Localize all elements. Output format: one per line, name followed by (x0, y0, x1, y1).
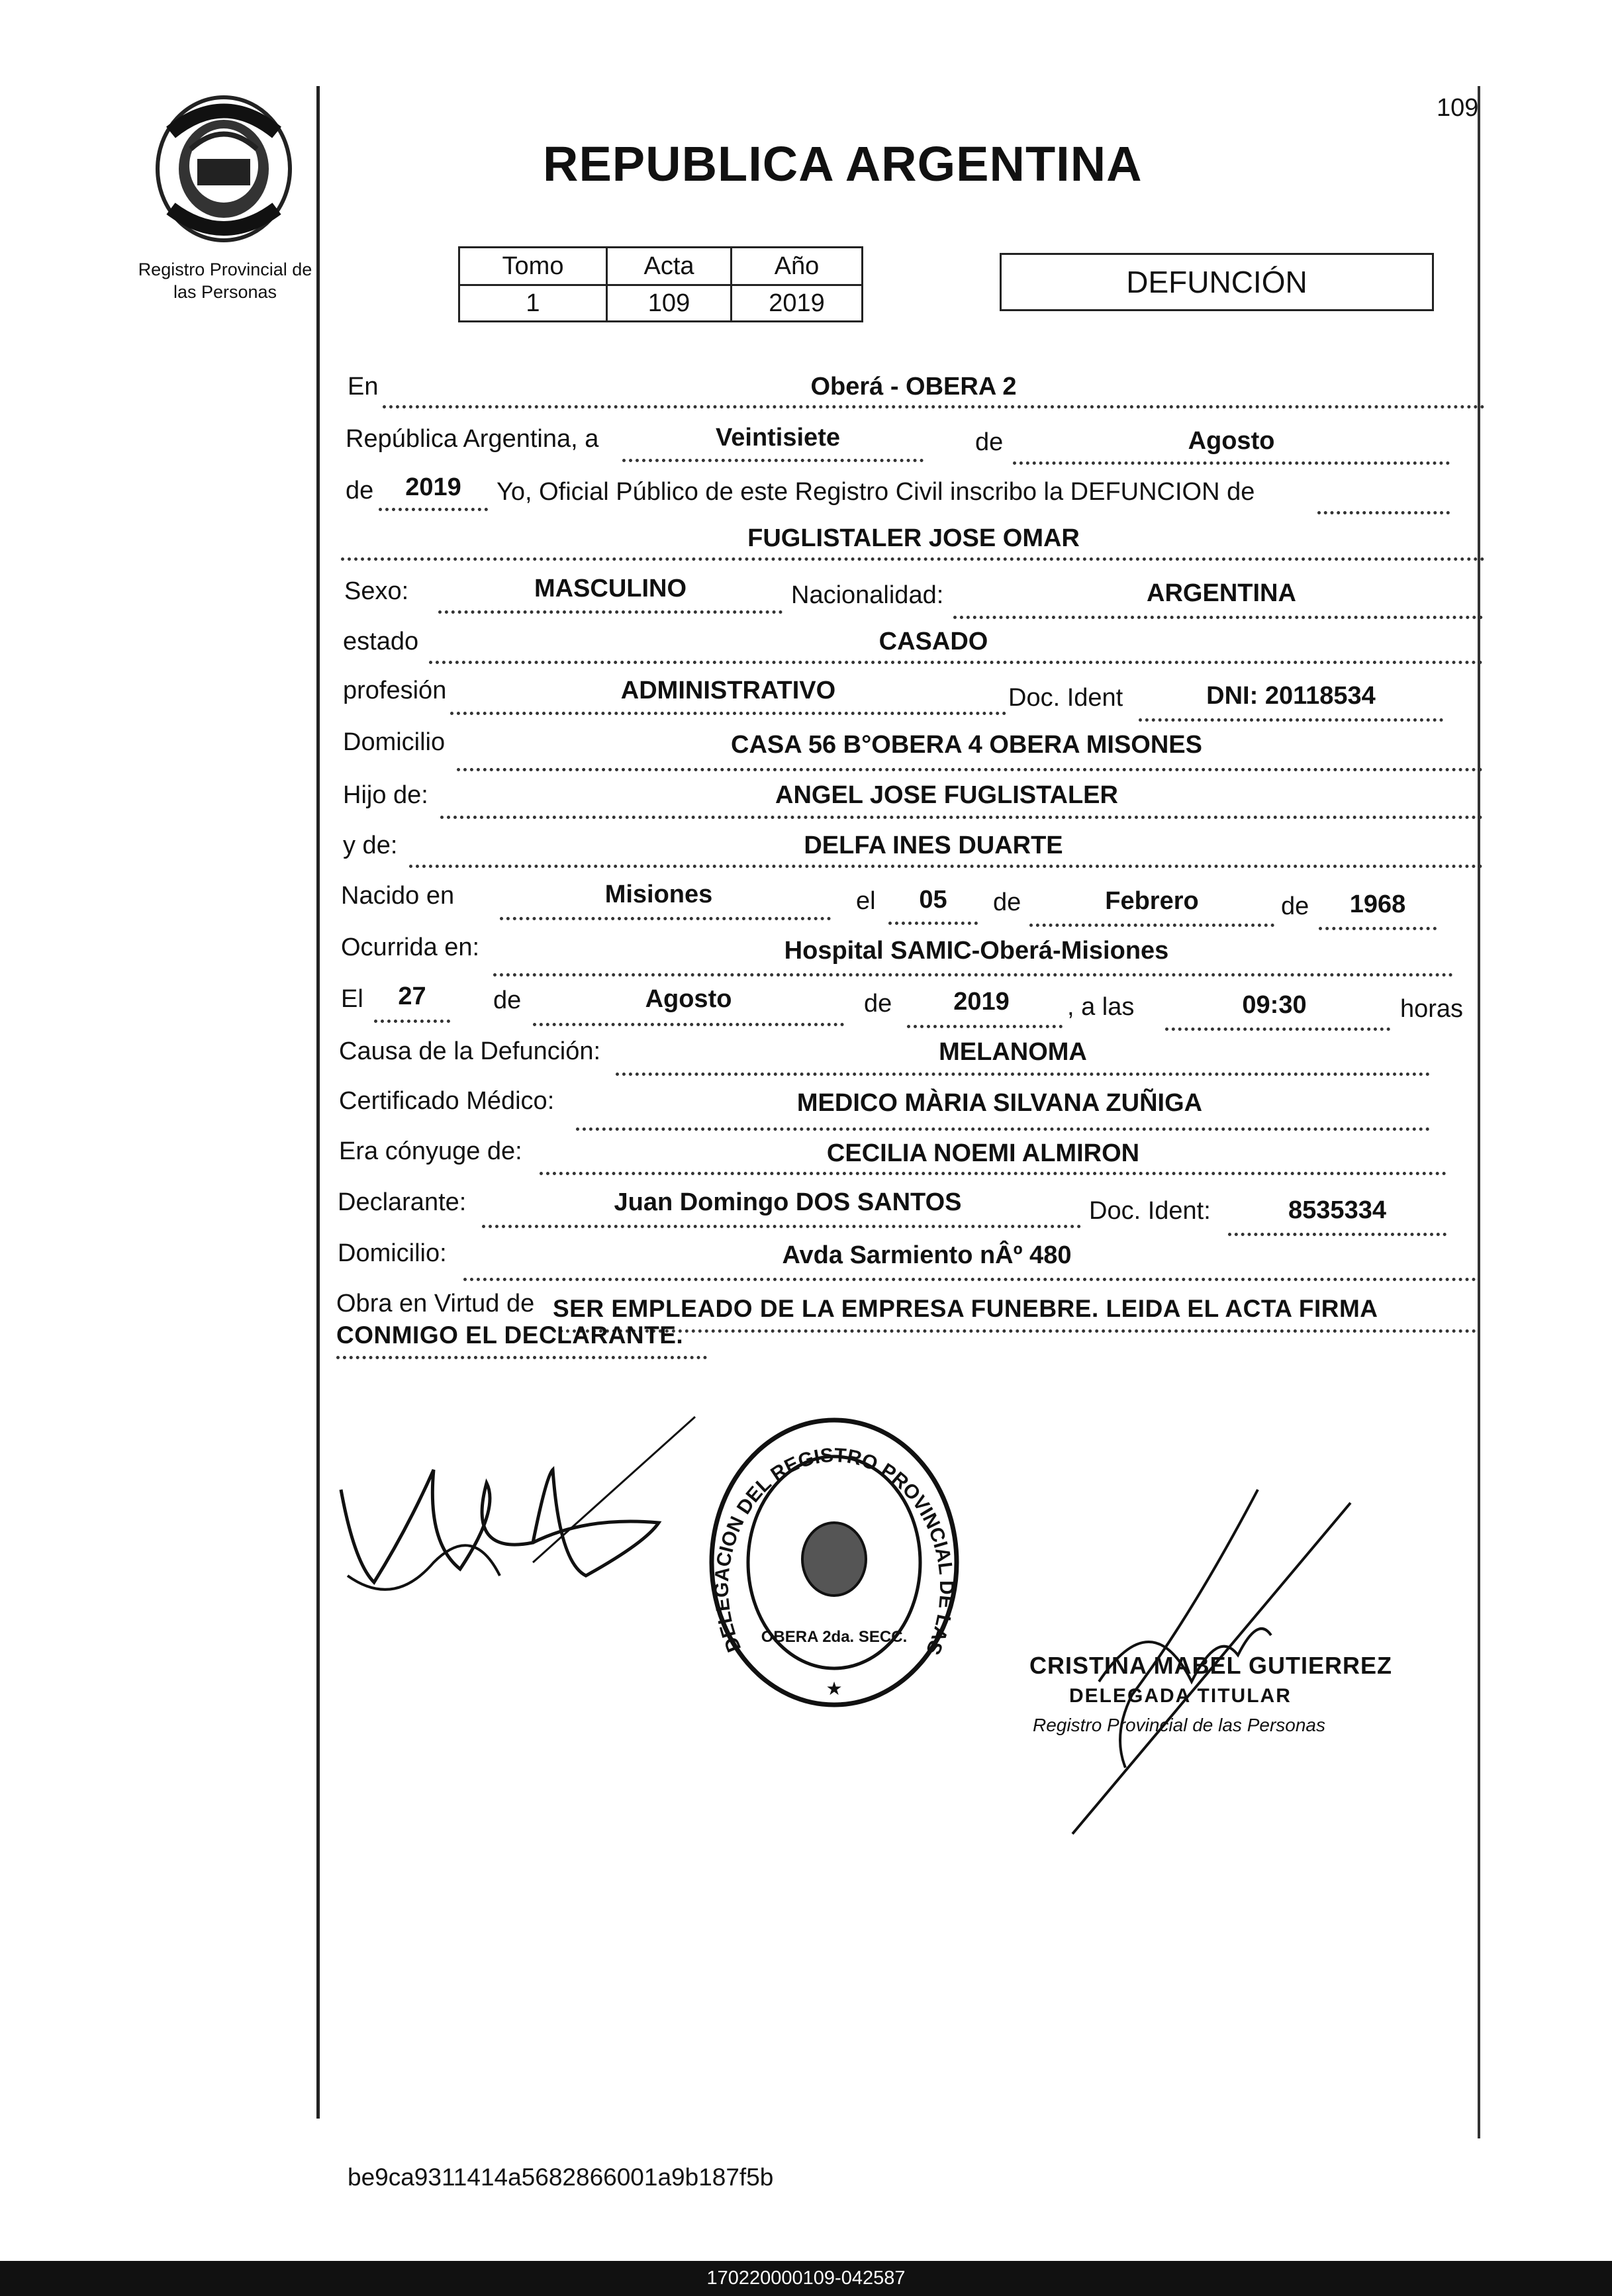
birth-month-de-label: de (993, 888, 1021, 916)
declarante-line (482, 1225, 1081, 1228)
declarant-signature (334, 1410, 705, 1622)
causa-label: Causa de la Defunción: (339, 1037, 601, 1065)
death-year-value: 2019 (953, 988, 1010, 1016)
hijo-label: Hijo de: (343, 781, 428, 809)
obra-label: Obra en Virtud de (336, 1290, 535, 1317)
year-value: 2019 (405, 473, 461, 501)
death-year-de-label: de (864, 990, 892, 1018)
doc-value: DNI: 20118534 (1206, 682, 1376, 710)
province-seal-logo (151, 93, 297, 245)
death-month-value: Agosto (645, 985, 732, 1013)
ocurrida-line (493, 973, 1453, 977)
domicilio2-value: Avda Sarmiento nÂº 480 (782, 1241, 1072, 1269)
nacido-value: Misiones (604, 881, 713, 908)
doc-label: Doc. Ident (1008, 684, 1123, 712)
obra-value-line1: SER EMPLEADO DE LA EMPRESA FUNEBRE. LEIDA EL ACTA FIRMA (553, 1295, 1378, 1322)
hijo-line (440, 816, 1483, 819)
profesion-line (450, 712, 1006, 715)
declarante-value: Juan Domingo DOS SANTOS (614, 1188, 962, 1216)
day-line (622, 459, 924, 462)
death-el-label: El (341, 985, 363, 1013)
death-month-line (533, 1023, 844, 1026)
yde-value: DELFA INES DUARTE (804, 832, 1063, 859)
death-time-line (1165, 1028, 1390, 1031)
declarante-label: Declarante: (338, 1188, 467, 1216)
estado-line (429, 661, 1483, 664)
registry-delegation-stamp (702, 1410, 967, 1715)
record-meta-table (458, 246, 863, 322)
profesion-label: profesión (343, 677, 447, 704)
name-line (341, 557, 1485, 561)
page-number: 109 (1437, 94, 1479, 122)
conyuge-line (540, 1172, 1446, 1175)
death-day-value: 27 (398, 982, 426, 1010)
month-line (1013, 461, 1450, 465)
alas-label: , a las (1067, 993, 1135, 1021)
acta-value: 109 (607, 285, 732, 322)
declarante-doc-value: 8535334 (1288, 1196, 1386, 1224)
inscribe-text: Yo, Oficial Público de este Registro Civil inscribo la DEFUNCION de (497, 478, 1255, 506)
birth-month-value: Febrero (1105, 887, 1199, 915)
certificado-label: Certificado Médico: (339, 1087, 555, 1115)
day-value: Veintisiete (716, 424, 840, 452)
death-day-line (374, 1020, 450, 1023)
nacionalidad-value: ARGENTINA (1147, 579, 1296, 607)
obra-line2 (336, 1356, 707, 1359)
official-title: DELEGADA TITULAR (1069, 1685, 1292, 1707)
official-org: Registro Provincial de las Personas (1033, 1715, 1325, 1735)
republica-label: República Argentina, a (346, 425, 599, 453)
birth-year-de-label: de (1281, 892, 1309, 920)
birth-day-value: 05 (919, 886, 947, 914)
profesion-value: ADMINISTRATIVO (620, 677, 836, 704)
conyuge-value: CECILIA NOEMI ALMIRON (826, 1139, 1140, 1167)
yde-line (409, 865, 1483, 868)
birth-el-label: el (856, 887, 876, 915)
nacido-line (500, 917, 831, 920)
anio-value: 2019 (732, 285, 863, 322)
obra-value-line2: CONMIGO EL DECLARANTE. (336, 1321, 684, 1349)
estado-value: CASADO (878, 628, 988, 655)
sexo-label: Sexo: (344, 577, 409, 605)
domicilio2-label: Domicilio: (338, 1239, 447, 1267)
en-line (383, 405, 1485, 408)
yde-label: y de: (343, 832, 398, 859)
obra-line1 (553, 1329, 1476, 1333)
tomo-value: 1 (459, 285, 607, 322)
record-type-box: DEFUNCIÓN (1000, 253, 1434, 311)
en-value: Oberá - OBERA 2 (810, 373, 1017, 401)
estado-label: estado (343, 628, 419, 655)
acta-header: Acta (607, 248, 732, 285)
official-name: CRISTINA MABEL GUTIERREZ (1029, 1652, 1393, 1679)
ocurrida-value: Hospital SAMIC-Oberá-Misiones (784, 937, 1169, 965)
month-de-label: de (975, 428, 1004, 456)
causa-line (616, 1073, 1430, 1076)
nacionalidad-line (953, 616, 1483, 619)
year-line (379, 508, 488, 511)
barcode-id-bar: 170220000109-042587 (0, 2261, 1612, 2296)
ocurrida-label: Ocurrida en: (341, 933, 480, 961)
left-margin-rule (316, 86, 320, 2119)
death-year-line (907, 1025, 1063, 1028)
en-label: En (348, 373, 379, 401)
stamp-star-icon: ★ (826, 1678, 843, 1699)
registry-label-line2: las Personas (173, 282, 277, 302)
death-month-de-label: de (493, 986, 522, 1014)
causa-value: MELANOMA (939, 1038, 1087, 1066)
stamp-text: DELEGACION DEL REGISTRO PROVINCIAL DE LAS (710, 1444, 958, 1658)
registry-label-line1: Registro Provincial de (138, 260, 312, 279)
stamp-subtext: OBERA 2da. SECC. (761, 1628, 908, 1646)
death-time-value: 09:30 (1242, 991, 1307, 1019)
right-margin-rule (1478, 86, 1480, 2138)
birth-year-line (1319, 927, 1437, 930)
birth-day-line (888, 922, 978, 925)
sexo-value: MASCULINO (534, 575, 687, 602)
domicilio-line (457, 768, 1483, 771)
inscribe-line (1317, 511, 1450, 514)
certificado-line (576, 1127, 1430, 1131)
deceased-name: FUGLISTALER JOSE OMAR (747, 524, 1080, 552)
registry-label (126, 258, 324, 303)
doc-line (1139, 718, 1443, 722)
domicilio-value: CASA 56 B°OBERA 4 OBERA MISONES (731, 731, 1202, 759)
domicilio2-line (463, 1278, 1476, 1281)
conyuge-label: Era cónyuge de: (339, 1137, 522, 1165)
declarante-doc-label: Doc. Ident: (1089, 1197, 1211, 1225)
year-de-label: de (346, 477, 374, 504)
declarante-doc-line (1228, 1233, 1446, 1236)
document-hash: be9ca9311414a5682866001a9b187f5b (348, 2164, 774, 2191)
domicilio-label: Domicilio (343, 728, 446, 756)
sexo-line (438, 610, 782, 614)
tomo-header: Tomo (459, 248, 607, 285)
horas-label: horas (1400, 995, 1464, 1023)
nacionalidad-label: Nacionalidad: (791, 581, 944, 609)
anio-header: Año (732, 248, 863, 285)
month-value: Agosto (1188, 427, 1275, 455)
nacido-label: Nacido en (341, 882, 455, 910)
birth-year-value: 1968 (1349, 890, 1406, 918)
certificado-value: MEDICO MÀRIA SILVANA ZUÑIGA (796, 1089, 1203, 1117)
birth-month-line (1029, 924, 1274, 927)
page-title: REPUBLICA ARGENTINA (543, 136, 1143, 191)
hijo-value: ANGEL JOSE FUGLISTALER (775, 781, 1118, 809)
